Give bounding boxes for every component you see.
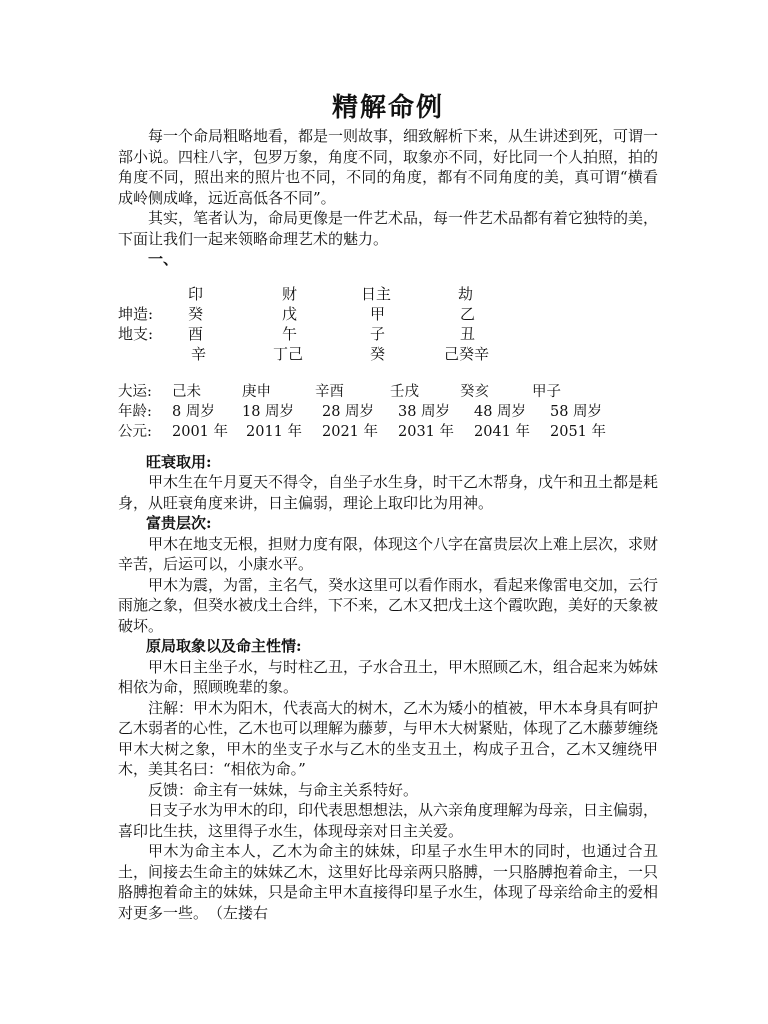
chart-stem-day: 甲 [370, 304, 386, 323]
section-number: 一、 [148, 250, 179, 268]
luck-pillar-6: 甲子 [532, 383, 561, 400]
luck-year-6: 2051 年 [550, 423, 607, 440]
intro-paragraph-1: 每一个命局粗略地看，都是一则故事，细致解析下来，从生讲述到死，可谓一部小说。四柱八字，包罗万象，角度不同，取象亦不同，好比同一个人拍照，拍的角度不同，照出来的照片也不同，不同的角度，都有不同角度的美，真可谓“横看成岭侧成峰，远近高低各不同”。 [118, 127, 659, 207]
luck-pillar-1: 己未 [172, 383, 201, 400]
chart-branch-year: 酉 [188, 324, 204, 343]
luck-pillar-3: 辛酉 [315, 383, 344, 400]
chart-hidden-day: 癸 [370, 344, 386, 363]
luck-age-6: 58 周岁 [550, 403, 603, 420]
imagery-paragraph-3: 反馈：命主有一妹妹，与命主关系特好。 [148, 780, 419, 799]
luck-age-3: 28 周岁 [322, 403, 375, 420]
chart-god-year: 印 [188, 284, 204, 303]
strength-paragraph-1: 甲木生在午月夏天不得令，自坐子水生身，时干乙木帮身，戊午和丑土都是耗身，从旺衰角度来讲，日主偏弱，理论上取印比为用神。 [118, 473, 659, 512]
luck-pillar-5: 癸亥 [460, 383, 489, 400]
chart-hidden-year: 辛 [191, 344, 207, 363]
luck-pillar-4: 壬戌 [390, 383, 419, 400]
chart-branch-label: 地支: [118, 324, 154, 343]
chart-branch-hour: 丑 [460, 324, 476, 343]
luck-year-3: 2021 年 [322, 423, 379, 440]
luck-year-2: 2011 年 [246, 423, 303, 440]
luck-pillars-table [118, 382, 658, 452]
chart-god-month: 财 [282, 284, 298, 303]
luck-year-4: 2031 年 [398, 423, 455, 440]
luck-age-5: 48 周岁 [474, 403, 527, 420]
chart-hidden-month: 丁己 [273, 344, 304, 363]
chart-stem-hour: 乙 [460, 304, 476, 323]
chart-hidden-hour: 己癸辛 [444, 344, 490, 363]
imagery-paragraph-4: 日支子水为甲木的印，印代表思想想法，从六亲角度理解为母亲，日主偏弱，喜印比生扶，这里得子水生，体现母亲对日主关爱。 [118, 801, 659, 840]
chart-god-hour: 劫 [458, 284, 474, 303]
chart-god-day: 日主 [361, 284, 392, 303]
chart-stem-year: 癸 [188, 304, 204, 323]
wealth-paragraph-2: 甲木为震，为雷，主名气，癸水这里可以看作雨水，看起来像雷电交加，云行雨施之象，但癸水被戊土合绊，下不来，乙木又把戊土这个霞吹跑，美好的天象被破坏。 [118, 575, 659, 635]
birth-chart [118, 284, 658, 380]
luck-year-1: 2001 年 [172, 423, 229, 440]
section-heading-wealth: 富贵层次: [146, 514, 212, 532]
document-title: 精解命例 [331, 93, 444, 123]
chart-stem-month: 戊 [282, 304, 298, 323]
chart-branch-day: 子 [370, 324, 386, 343]
luck-pillars-label: 大运: [118, 383, 152, 400]
section-heading-strength: 旺衰取用: [146, 452, 212, 471]
luck-year-5: 2041 年 [474, 423, 531, 440]
document-page [118, 90, 658, 923]
luck-years-label: 公元: [118, 423, 152, 440]
imagery-paragraph-5: 甲木为命主本人，乙木为命主的妹妹，印星子水生甲木的同时，也通过合丑土，间接去生命主的妹妹乙木，这里好比母亲两只胳膊，一只胳膊抱着命主，一只胳膊抱着命主的妹妹，只是命主甲木直接得印星子水生，体现了母亲给命主的爱相对更多一些。 （左搂右 [118, 842, 659, 922]
luck-age-2: 18 周岁 [242, 403, 295, 420]
imagery-paragraph-1: 甲木日主坐子水，与时柱乙丑，子水合丑土，甲木照顾乙木，组合起来为姊妹相依为命，照顾晚辈的象。 [118, 657, 659, 696]
luck-ages-label: 年龄: [118, 403, 152, 420]
luck-age-4: 38 周岁 [398, 403, 451, 420]
luck-age-1: 8 周岁 [172, 403, 215, 420]
section-heading-imagery: 原局取象以及命主性情: [146, 637, 302, 655]
intro-paragraph-2: 其实，笔者认为，命局更像是一件艺术品，每一件艺术品都有着它独特的美，下面让我们一起来领略命理艺术的魅力。 [118, 209, 659, 248]
luck-pillar-2: 庚申 [242, 383, 271, 400]
chart-branch-month: 午 [282, 324, 298, 343]
imagery-paragraph-2: 注解：甲木为阳木，代表高大的树木，乙木为矮小的植被，甲木本身具有呵护乙木弱者的心性，乙木也可以理解为藤萝，与甲木大树紧贴，体现了乙木藤萝缠绕甲木大树之象，甲木的坐支子水与乙木的坐支丑土，构成子丑合，乙木又缠绕甲木，美其名曰：“相依为命。” [118, 698, 659, 778]
wealth-paragraph-1: 甲木在地支无根，担财力度有限，体现这个八字在富贵层次上难上层次，求财辛苦，后运可以，小康水平。 [118, 534, 659, 573]
chart-stem-label: 坤造: [118, 304, 154, 323]
